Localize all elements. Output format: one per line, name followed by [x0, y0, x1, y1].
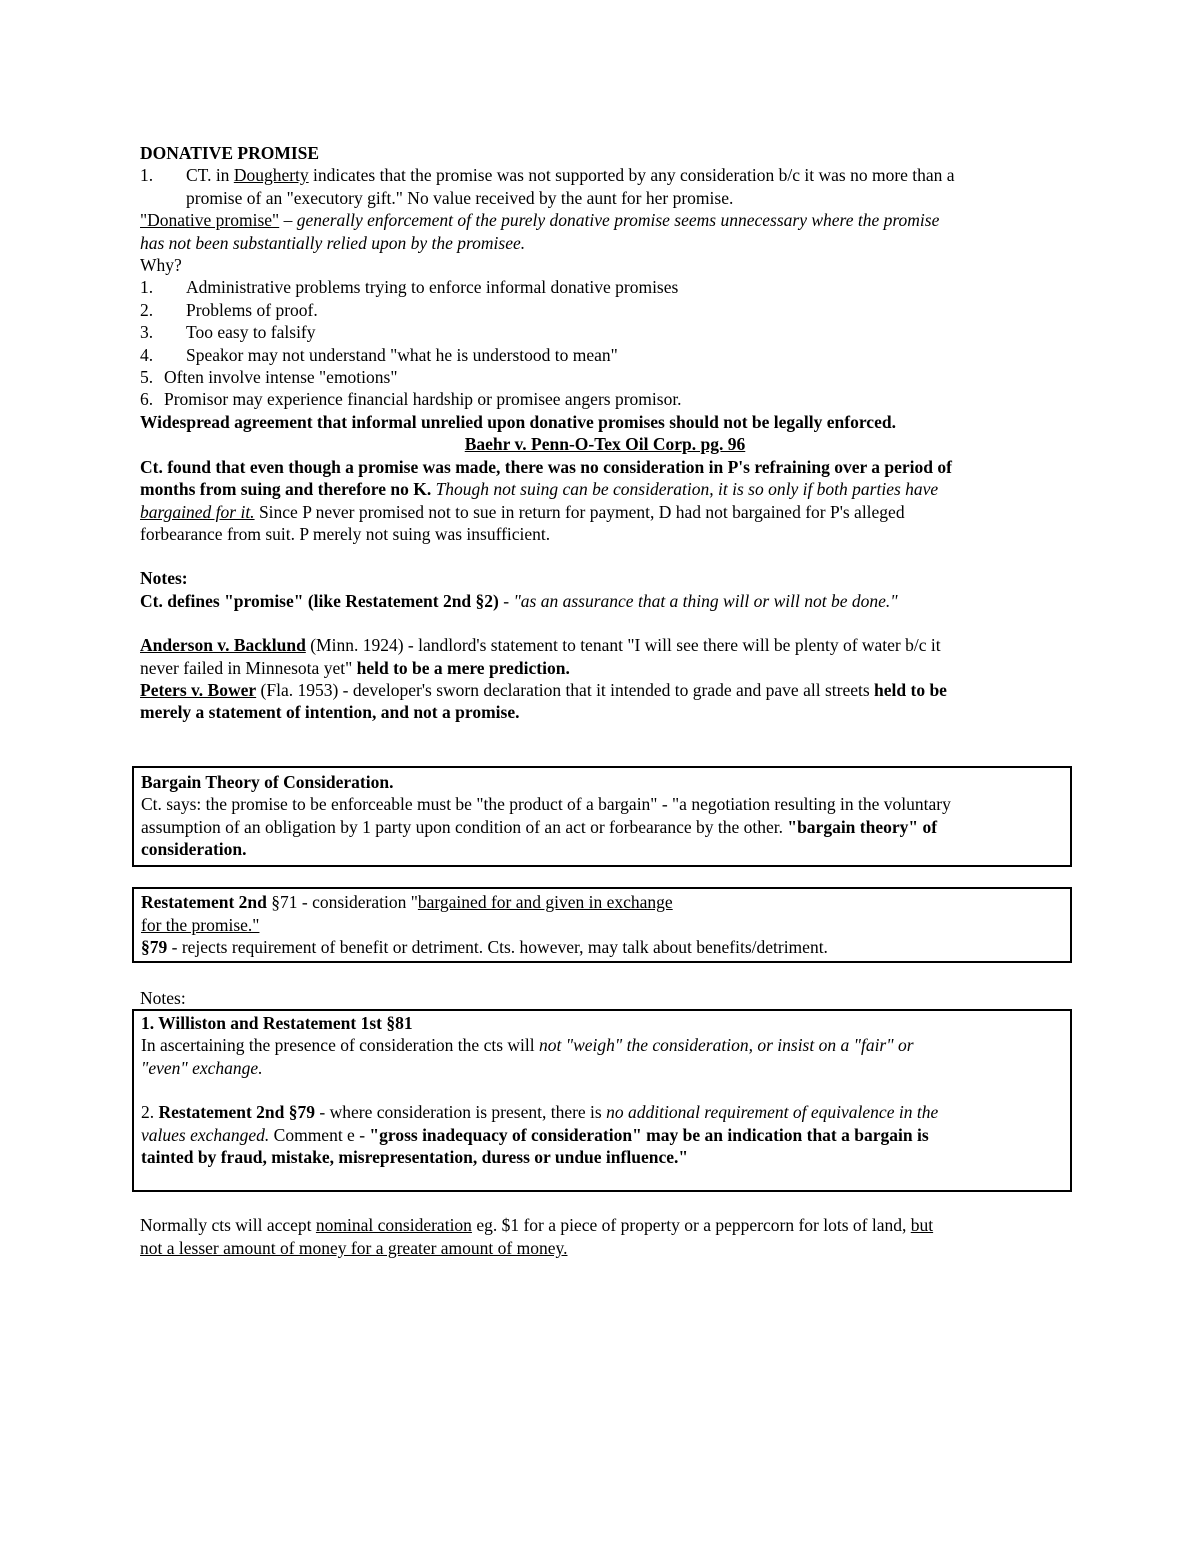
list-item: 1. Administrative problems trying to enforce informal donative promises	[140, 277, 679, 298]
case-caption: Baehr v. Penn-O-Tex Oil Corp. pg. 96	[464, 434, 746, 455]
equivalence-box: 1. Williston and Restatement 1st §81 In ascertaining the presence of consideration the cts will not "weigh" the consideration, or insist on a "fair" or "even" exchange. 2. Restatement 2nd §79 - where consideration is present, there is no additional requirement of equivalence in the values exchanged. Comment e - "gross inadequacy of consideration" may be an indication that a bargain is tainted by fraud, mistake, misrepresentation, duress or undue influence."	[132, 1009, 1072, 1192]
box-title: Restatement 2nd	[141, 892, 267, 913]
case-holding: bargained for it. Since P never promised not to sue in return for payment, D had not bargained for P's alleged	[140, 501, 905, 522]
case-note-peters: merely a statement of intention, and not a promise.	[140, 702, 520, 723]
case-holding: forbearance from suit. P merely not suing was insufficient.	[140, 523, 551, 544]
box-title: Bargain Theory of Consideration.	[141, 771, 394, 792]
list-item: 4. Speakor may not understand "what he is understood to mean"	[140, 344, 618, 365]
list-item: 6. Promisor may experience financial hardship or promisee angers promisor.	[140, 389, 682, 410]
box-title: 1. Williston and Restatement 1st §81	[141, 1013, 413, 1033]
case-note-anderson: never failed in Minnesota yet" held to be a mere prediction.	[140, 657, 570, 678]
list-item: 1. CT. in Dougherty indicates that the promise was not supported by any consideration b/c it was no more than a	[140, 165, 955, 186]
list-item-continuation: promise of an "executory gift." No value received by the aunt for her promise.	[186, 187, 734, 208]
case-note-anderson: Anderson v. Backlund (Minn. 1924) - landlord's statement to tenant "I will see there will be plenty of water b/c it	[140, 635, 941, 656]
list-item: 5. Often involve intense "emotions"	[140, 367, 398, 388]
case-holding: Ct. found that even though a promise was made, there was no consideration in P's refraining over a period of	[140, 456, 952, 477]
bargain-theory-box: Bargain Theory of Consideration. Ct. says: the promise to be enforceable must be "the product of a bargain" - "a negotiation resulting in the voluntary assumption of an obligation by 1 party upon condition of an act or forbearance by the other. "bargain theory" of consideration.	[132, 766, 1072, 868]
why-label: Why?	[140, 255, 182, 276]
closing-paragraph: not a lesser amount of money for a greater amount of money.	[140, 1237, 568, 1258]
case-note-peters: Peters v. Bower (Fla. 1953) - developer's sworn declaration that it intended to grade and pave all streets held to be	[140, 679, 947, 700]
notes-label: Notes:	[140, 987, 186, 1008]
closing-paragraph: Normally cts will accept nominal consideration eg. $1 for a piece of property or a peppercorn for lots of land, but	[140, 1215, 934, 1236]
list-item: 2. Problems of proof.	[140, 299, 318, 320]
promise-definition: Ct. defines "promise" (like Restatement 2nd §2) - "as an assurance that a thing will or will not be done."	[140, 590, 898, 611]
section-heading: DONATIVE PROMISE	[140, 143, 320, 163]
reasons-list	[140, 276, 1070, 410]
list-item: 3. Too easy to falsify	[140, 322, 316, 343]
case-name: Dougherty	[233, 165, 309, 186]
document-page	[140, 142, 1070, 1259]
restatement-box: Restatement 2nd §71 - consideration "bargained for and given in exchange for the promise." §79 - rejects requirement of benefit or detriment. Cts. however, may talk about benefits/detriment.	[132, 887, 1072, 962]
definition-continuation: has not been substantially relied upon by the promisee.	[140, 232, 526, 253]
notes-label: Notes:	[140, 568, 188, 589]
summary-statement: Widespread agreement that informal unrelied upon donative promises should not be legally enforced.	[140, 411, 896, 432]
definition: "Donative promise" – generally enforcement of the purely donative promise seems unnecessary where the promise	[140, 210, 940, 231]
case-holding: months from suing and therefore no K. Though not suing can be consideration, it is so only if both parties have	[140, 479, 939, 500]
